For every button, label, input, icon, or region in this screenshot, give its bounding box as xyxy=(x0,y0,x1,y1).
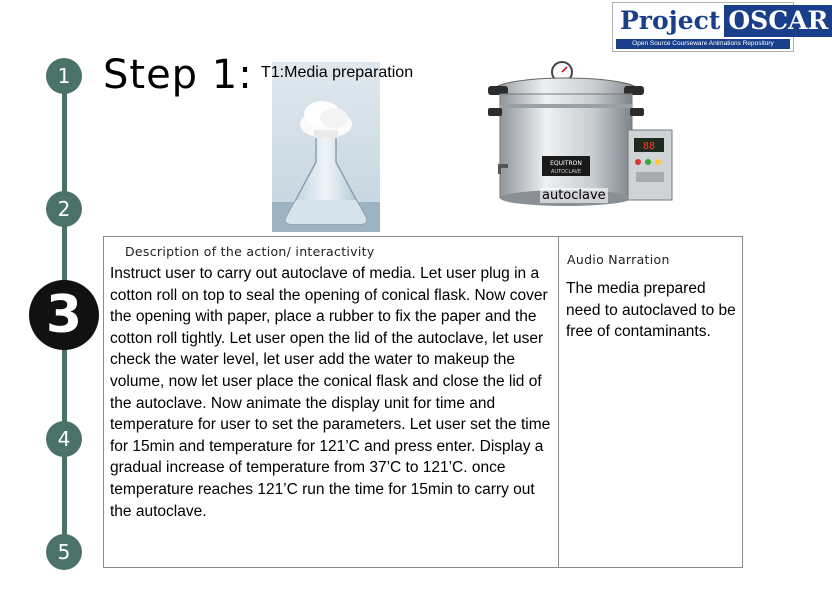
step-5-badge[interactable]: 5 xyxy=(46,534,82,570)
subtitle: T1:Media preparation xyxy=(261,64,414,81)
description-header: Description of the action/ interactivity xyxy=(125,244,375,259)
logo-tagline: Open Source Courseware Animations Repository xyxy=(616,39,790,49)
description-text: Instruct user to carry out autoclave of media. Let user plug in a cotton roll on top to seal the opening of conical flask. Now cover the opening with paper, place a rubber to fix the paper and the cotton roll tightly. Let user open the lid of the autoclave, let user check the water level, let user add the water to makeup the volume, now let user place the conical flask and close the lid of the autoclave. Now animate the display unit for time and temperature for user to set the parameters. Let user set the time for 15min and temperature for 121’C and press enter. Display a gradual increase of temperature from 37’C to 121’C. once temperature reaches 121’C run the time for 15min to carry out the autoclave. xyxy=(110,265,551,520)
project-oscar-logo xyxy=(612,2,829,52)
logo-oscar-word: OSCAR xyxy=(724,5,832,37)
table-column-divider xyxy=(558,236,559,568)
step-2-badge[interactable]: 2 xyxy=(46,191,82,227)
step-1-badge[interactable]: 1 xyxy=(46,58,82,94)
step-title: Step 1: xyxy=(103,52,253,98)
audio-narration-text: The media prepared need to autoclaved to be free of contaminants. xyxy=(566,280,736,341)
autoclave-model: AUTOCLAVE xyxy=(550,169,582,175)
autoclave-brand: EQUITRON xyxy=(550,160,582,167)
panel-readout: 88 xyxy=(642,141,656,152)
audio-narration-header: Audio Narration xyxy=(567,252,670,267)
autoclave-label: autoclave xyxy=(542,188,606,203)
step-3-badge-active[interactable]: 3 xyxy=(29,280,99,350)
logo-project-word: Project xyxy=(620,6,721,35)
step-4-badge[interactable]: 4 xyxy=(46,421,82,457)
flask-photo xyxy=(272,62,380,232)
conical-flask-icon xyxy=(272,62,380,232)
